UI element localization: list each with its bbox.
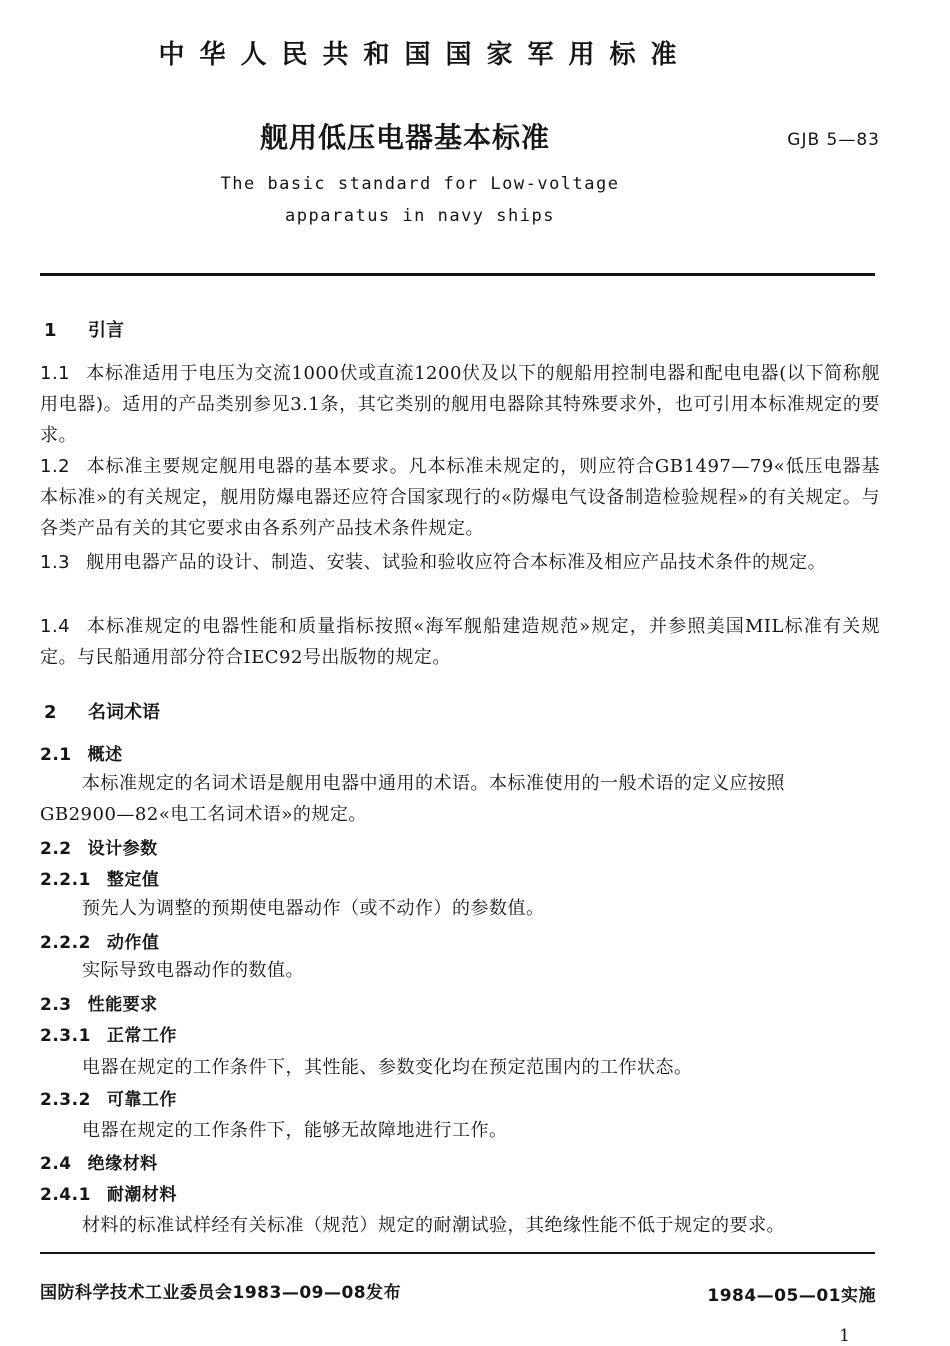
english-title-line-1: The basic standard for Low-voltage — [220, 174, 620, 194]
clause-number: 2.2.1 — [40, 870, 91, 890]
clause-number: 1.4 — [40, 616, 71, 637]
clause-number: 2.1 — [40, 745, 72, 765]
section-number: 2 — [44, 702, 57, 723]
clause-2-4-1-text: 材料的标准试样经有关标准（规范）规定的耐潮试验，其绝缘性能不低于规定的要求。 — [82, 1215, 785, 1236]
clause-title: 整定值 — [106, 870, 160, 890]
clause-title: 耐潮材料 — [106, 1185, 177, 1205]
clause-2-4-heading — [40, 1149, 158, 1174]
clause-2-2-2-text: 实际导致电器动作的数值。 — [82, 960, 304, 981]
section-title: 名词术语 — [88, 702, 160, 723]
clause-title: 正常工作 — [106, 1026, 177, 1046]
english-title-line-2: apparatus in navy ships — [285, 206, 555, 226]
clause-2-2-1-heading — [40, 865, 159, 890]
effective-date: 1984—05—01实施 — [707, 1286, 876, 1306]
clause-2-2-heading — [40, 834, 158, 859]
clause-text: 本标准主要规定舰用电器的基本要求。凡本标准未规定的，则应符合GB1497—79«低压电器基本标准»的有关规定，舰用防爆电器还应符合国家现行的«防爆电气设备制造检验规程»的有关规定。与各类产品有关的其它要求由各系列产品技术条件规定。 — [40, 456, 880, 539]
clause-2-3-heading — [40, 990, 158, 1015]
clause-number: 2.3 — [40, 995, 72, 1015]
section-2-heading — [44, 698, 160, 724]
issuing-organization: 中华人民共和国国家军用标准 — [158, 40, 692, 70]
clause-1-3 — [40, 547, 880, 578]
clause-number: 2.3.1 — [40, 1026, 91, 1046]
clause-2-3-1-heading — [40, 1021, 177, 1046]
clause-2-1-heading — [40, 740, 123, 765]
clause-2-2-1-text: 预先人为调整的预期使电器动作（或不动作）的参数值。 — [82, 898, 545, 919]
clause-number: 1.2 — [40, 456, 71, 477]
clause-1-4 — [40, 611, 880, 673]
clause-number: 2.4 — [40, 1154, 72, 1174]
page-number: 1 — [839, 1326, 850, 1346]
clause-title: 性能要求 — [87, 995, 158, 1015]
clause-number: 1.3 — [40, 552, 71, 573]
clause-2-4-1-heading — [40, 1180, 177, 1205]
clause-2-1-text-line-1: 本标准规定的名词术语是舰用电器中通用的术语。本标准使用的一般术语的定义应按照 — [82, 773, 785, 794]
clause-number: 2.2.2 — [40, 933, 91, 953]
clause-1-2 — [40, 451, 880, 544]
clause-title: 动作值 — [106, 933, 160, 953]
standard-code: GJB 5—83 — [787, 130, 880, 150]
clause-number: 2.2 — [40, 839, 72, 859]
footer-divider — [40, 1252, 875, 1254]
clause-title: 绝缘材料 — [87, 1154, 158, 1174]
clause-2-3-1-text: 电器在规定的工作条件下，其性能、参数变化均在预定范围内的工作状态。 — [82, 1057, 693, 1078]
clause-title: 概述 — [87, 745, 123, 765]
clause-text: 本标准规定的电器性能和质量指标按照«海军舰船建造规范»规定，并参照美国MIL标准有关规定。与民船通用部分符合IEC92号出版物的规定。 — [40, 616, 880, 668]
clause-number: 2.4.1 — [40, 1185, 91, 1205]
header-divider — [40, 273, 875, 276]
clause-title: 可靠工作 — [106, 1090, 177, 1110]
clause-2-2-2-heading — [40, 928, 159, 953]
clause-2-1-text-line-2: GB2900—82«电工名词术语»的规定。 — [40, 804, 367, 825]
clause-2-3-2-text: 电器在规定的工作条件下，能够无故障地进行工作。 — [82, 1120, 508, 1141]
section-1-heading — [44, 316, 124, 342]
section-title: 引言 — [88, 320, 124, 341]
document-title: 舰用低压电器基本标准 — [260, 121, 551, 154]
clause-number: 1.1 — [40, 363, 71, 384]
issue-statement: 国防科学技术工业委员会1983—09—08发布 — [40, 1283, 402, 1303]
clause-number: 2.3.2 — [40, 1090, 91, 1110]
clause-title: 设计参数 — [87, 839, 158, 859]
section-number: 1 — [44, 320, 57, 341]
clause-text: 舰用电器产品的设计、制造、安装、试验和验收应符合本标准及相应产品技术条件的规定。 — [86, 552, 827, 573]
clause-text: 本标准适用于电压为交流1000伏或直流1200伏及以下的舰船用控制电器和配电电器(以下简称舰用电器)。适用的产品类别参见3.1条，其它类别的舰用电器除其特殊要求外，也可引用本标准规定的要求。 — [40, 363, 880, 446]
clause-2-3-2-heading — [40, 1085, 177, 1110]
clause-1-1 — [40, 358, 880, 451]
